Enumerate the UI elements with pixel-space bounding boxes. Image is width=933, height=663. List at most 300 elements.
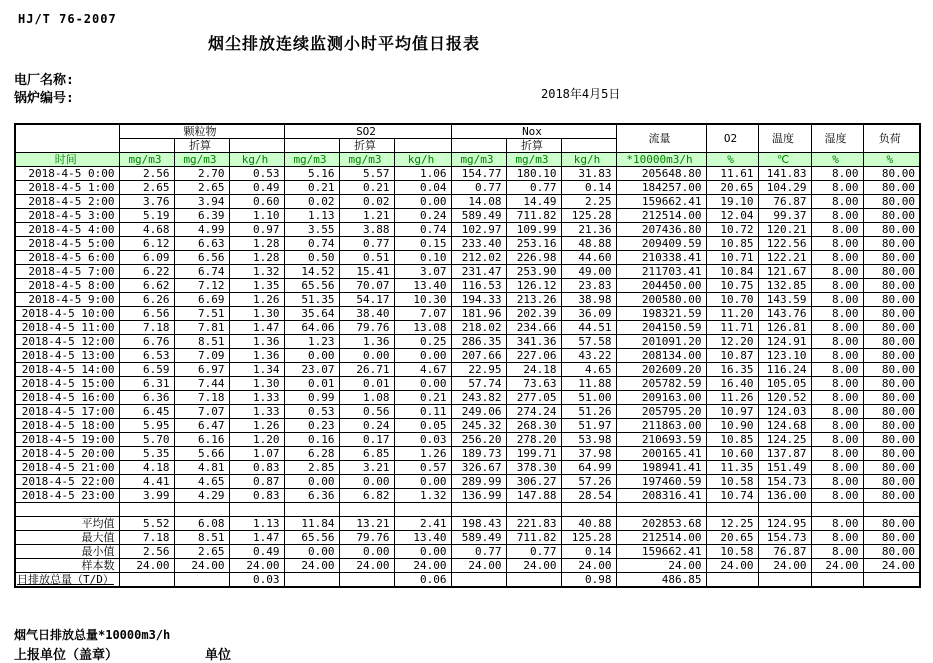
- value-cell: 1.26: [229, 419, 284, 433]
- value-cell: 22.95: [451, 363, 506, 377]
- table-row: [15, 377, 920, 391]
- value-cell: 109.99: [506, 223, 561, 237]
- value-cell: 51.97: [561, 419, 616, 433]
- value-cell: 2.25: [561, 195, 616, 209]
- value-cell: 2.56: [119, 167, 174, 181]
- value-cell: 0.50: [284, 251, 339, 265]
- summary-value: 0.00: [339, 545, 394, 559]
- time-cell: 2018-4-5 1:00: [15, 181, 119, 195]
- value-cell: 10.74: [706, 489, 758, 503]
- value-cell: 0.02: [339, 195, 394, 209]
- value-cell: 57.74: [451, 377, 506, 391]
- value-cell: 124.91: [758, 335, 811, 349]
- summary-value: 20.65: [706, 531, 758, 545]
- table-row: [15, 489, 920, 503]
- value-cell: 141.83: [758, 167, 811, 181]
- value-cell: 0.60: [229, 195, 284, 209]
- value-cell: 136.00: [758, 489, 811, 503]
- value-cell: 6.63: [174, 237, 229, 251]
- summary-value: [706, 573, 758, 588]
- value-cell: 10.30: [394, 293, 451, 307]
- value-cell: 226.98: [506, 251, 561, 265]
- value-cell: 1.28: [229, 251, 284, 265]
- summary-value: 8.00: [811, 517, 863, 531]
- value-cell: 11.20: [706, 307, 758, 321]
- summary-label: 最小值: [15, 545, 119, 559]
- time-cell: 2018-4-5 6:00: [15, 251, 119, 265]
- spacer-cell: [229, 503, 284, 517]
- summary-value: 80.00: [863, 517, 920, 531]
- spacer-cell: [394, 503, 451, 517]
- summary-value: 1.47: [229, 531, 284, 545]
- table-row: [15, 251, 920, 265]
- time-cell: 2018-4-5 18:00: [15, 419, 119, 433]
- value-cell: 8.00: [811, 447, 863, 461]
- unit-cell: mg/m3: [284, 153, 339, 167]
- value-cell: 4.29: [174, 489, 229, 503]
- value-cell: 589.49: [451, 209, 506, 223]
- value-cell: 14.08: [451, 195, 506, 209]
- value-cell: 51.00: [561, 391, 616, 405]
- value-cell: 205648.80: [616, 167, 706, 181]
- value-cell: 21.36: [561, 223, 616, 237]
- summary-value: 221.83: [506, 517, 561, 531]
- value-cell: 1.32: [229, 265, 284, 279]
- time-cell: 2018-4-5 10:00: [15, 307, 119, 321]
- value-cell: 49.00: [561, 265, 616, 279]
- value-cell: 136.99: [451, 489, 506, 503]
- value-cell: 204150.59: [616, 321, 706, 335]
- summary-value: [451, 573, 506, 588]
- summary-value: 24.00: [394, 559, 451, 573]
- value-cell: 253.16: [506, 237, 561, 251]
- value-cell: 10.60: [706, 447, 758, 461]
- value-cell: 0.24: [339, 419, 394, 433]
- value-cell: 3.94: [174, 195, 229, 209]
- blank-cell: [229, 139, 284, 153]
- value-cell: 6.12: [119, 237, 174, 251]
- summary-row: [15, 531, 920, 545]
- unit-cell: %: [863, 153, 920, 167]
- value-cell: 80.00: [863, 195, 920, 209]
- summary-value: 125.28: [561, 531, 616, 545]
- value-cell: 181.96: [451, 307, 506, 321]
- blank-cell: [284, 139, 339, 153]
- value-cell: 6.59: [119, 363, 174, 377]
- value-cell: 13.40: [394, 279, 451, 293]
- value-cell: 256.20: [451, 433, 506, 447]
- value-cell: 44.51: [561, 321, 616, 335]
- value-cell: 0.21: [284, 181, 339, 195]
- value-cell: 28.54: [561, 489, 616, 503]
- table-row: [15, 181, 920, 195]
- summary-value: 24.00: [174, 559, 229, 573]
- value-cell: 0.04: [394, 181, 451, 195]
- value-cell: 76.87: [758, 195, 811, 209]
- value-cell: 14.49: [506, 195, 561, 209]
- blank-cell: [119, 139, 174, 153]
- value-cell: 64.06: [284, 321, 339, 335]
- value-cell: 104.29: [758, 181, 811, 195]
- value-cell: 80.00: [863, 363, 920, 377]
- summary-label: 日排放总量（T/D）: [15, 573, 119, 588]
- value-cell: 6.56: [174, 251, 229, 265]
- spacer-cell: [339, 503, 394, 517]
- summary-value: 124.95: [758, 517, 811, 531]
- summary-value: [863, 573, 920, 588]
- value-cell: 6.39: [174, 209, 229, 223]
- value-cell: 19.10: [706, 195, 758, 209]
- value-cell: 8.51: [174, 335, 229, 349]
- table-row: [15, 293, 920, 307]
- summary-value: 24.00: [451, 559, 506, 573]
- time-cell: 2018-4-5 12:00: [15, 335, 119, 349]
- summary-value: 2.65: [174, 545, 229, 559]
- summary-value: 76.87: [758, 545, 811, 559]
- value-cell: 208316.41: [616, 489, 706, 503]
- value-cell: 6.85: [339, 447, 394, 461]
- value-cell: 194.33: [451, 293, 506, 307]
- value-cell: 8.00: [811, 377, 863, 391]
- value-cell: 11.26: [706, 391, 758, 405]
- value-cell: 16.40: [706, 377, 758, 391]
- value-cell: 212514.00: [616, 209, 706, 223]
- plant-name-label: 电厂名称:: [14, 73, 74, 88]
- value-cell: 1.33: [229, 391, 284, 405]
- value-cell: 80.00: [863, 349, 920, 363]
- converted-label-nox: 折算: [506, 139, 561, 153]
- boiler-number-label: 锅炉编号:: [14, 91, 74, 106]
- value-cell: 208134.00: [616, 349, 706, 363]
- value-cell: 0.51: [339, 251, 394, 265]
- summary-value: 2.56: [119, 545, 174, 559]
- value-cell: 0.97: [229, 223, 284, 237]
- value-cell: 11.61: [706, 167, 758, 181]
- spacer-cell: [758, 503, 811, 517]
- group-header-row: [15, 124, 920, 139]
- value-cell: 8.00: [811, 461, 863, 475]
- table-row: [15, 167, 920, 181]
- value-cell: 2.65: [174, 181, 229, 195]
- unit-cell: mg/m3: [119, 153, 174, 167]
- value-cell: 211703.41: [616, 265, 706, 279]
- value-cell: 326.67: [451, 461, 506, 475]
- summary-value: 154.73: [758, 531, 811, 545]
- value-cell: 1.13: [284, 209, 339, 223]
- value-cell: 80.00: [863, 433, 920, 447]
- value-cell: 0.57: [394, 461, 451, 475]
- value-cell: 80.00: [863, 405, 920, 419]
- value-cell: 10.75: [706, 279, 758, 293]
- value-cell: 205795.20: [616, 405, 706, 419]
- value-cell: 154.77: [451, 167, 506, 181]
- blank-cell: [561, 139, 616, 153]
- summary-value: 8.51: [174, 531, 229, 545]
- value-cell: 10.70: [706, 293, 758, 307]
- spacer-cell: [119, 503, 174, 517]
- summary-label: 最大值: [15, 531, 119, 545]
- time-cell: 2018-4-5 14:00: [15, 363, 119, 377]
- value-cell: 1.36: [229, 335, 284, 349]
- value-cell: 38.98: [561, 293, 616, 307]
- summary-value: 0.03: [229, 573, 284, 588]
- summary-value: [811, 573, 863, 588]
- value-cell: 0.87: [229, 475, 284, 489]
- value-cell: 231.47: [451, 265, 506, 279]
- value-cell: 6.47: [174, 419, 229, 433]
- value-cell: 0.53: [284, 405, 339, 419]
- value-cell: 143.76: [758, 307, 811, 321]
- table-row: [15, 335, 920, 349]
- value-cell: 44.60: [561, 251, 616, 265]
- value-cell: 207436.80: [616, 223, 706, 237]
- value-cell: 132.85: [758, 279, 811, 293]
- value-cell: 227.06: [506, 349, 561, 363]
- value-cell: 5.95: [119, 419, 174, 433]
- summary-value: 8.00: [811, 531, 863, 545]
- value-cell: 0.49: [229, 181, 284, 195]
- value-cell: 137.87: [758, 447, 811, 461]
- value-cell: 245.32: [451, 419, 506, 433]
- value-cell: 8.00: [811, 335, 863, 349]
- unit-cell: mg/m3: [451, 153, 506, 167]
- value-cell: 1.36: [339, 335, 394, 349]
- summary-value: 12.25: [706, 517, 758, 531]
- value-cell: 1.30: [229, 307, 284, 321]
- value-cell: 123.10: [758, 349, 811, 363]
- value-cell: 0.53: [229, 167, 284, 181]
- value-cell: 8.00: [811, 181, 863, 195]
- col-o2: O2: [706, 124, 758, 153]
- value-cell: 6.22: [119, 265, 174, 279]
- value-cell: 11.88: [561, 377, 616, 391]
- value-cell: 23.07: [284, 363, 339, 377]
- summary-value: [119, 573, 174, 588]
- value-cell: 6.76: [119, 335, 174, 349]
- summary-value: 11.84: [284, 517, 339, 531]
- time-header: 时间: [15, 153, 119, 167]
- value-cell: 0.00: [284, 349, 339, 363]
- time-cell: 2018-4-5 3:00: [15, 209, 119, 223]
- value-cell: 37.98: [561, 447, 616, 461]
- value-cell: 2.65: [119, 181, 174, 195]
- value-cell: 274.24: [506, 405, 561, 419]
- value-cell: 233.40: [451, 237, 506, 251]
- value-cell: 1.08: [339, 391, 394, 405]
- col-temp: 温度: [758, 124, 811, 153]
- summary-value: 24.00: [339, 559, 394, 573]
- value-cell: 7.18: [119, 321, 174, 335]
- spacer-cell: [15, 503, 119, 517]
- value-cell: 0.03: [394, 433, 451, 447]
- value-cell: 8.00: [811, 167, 863, 181]
- value-cell: 210693.59: [616, 433, 706, 447]
- value-cell: 0.10: [394, 251, 451, 265]
- spacer-cell: [451, 503, 506, 517]
- spacer-row: [15, 503, 920, 517]
- value-cell: 202609.20: [616, 363, 706, 377]
- value-cell: 4.65: [561, 363, 616, 377]
- value-cell: 10.72: [706, 223, 758, 237]
- table-row: [15, 279, 920, 293]
- value-cell: 0.01: [284, 377, 339, 391]
- spacer-cell: [174, 503, 229, 517]
- value-cell: 80.00: [863, 251, 920, 265]
- unit-cell: *10000m3/h: [616, 153, 706, 167]
- value-cell: 126.81: [758, 321, 811, 335]
- value-cell: 8.00: [811, 209, 863, 223]
- summary-row: [15, 517, 920, 531]
- value-cell: 253.90: [506, 265, 561, 279]
- summary-row: [15, 573, 920, 588]
- value-cell: 278.20: [506, 433, 561, 447]
- value-cell: 1.32: [394, 489, 451, 503]
- value-cell: 20.65: [706, 181, 758, 195]
- time-cell: 2018-4-5 16:00: [15, 391, 119, 405]
- summary-value: 24.00: [506, 559, 561, 573]
- value-cell: 80.00: [863, 181, 920, 195]
- value-cell: 80.00: [863, 237, 920, 251]
- value-cell: 0.02: [284, 195, 339, 209]
- value-cell: 7.12: [174, 279, 229, 293]
- value-cell: 2.70: [174, 167, 229, 181]
- value-cell: 11.35: [706, 461, 758, 475]
- value-cell: 6.45: [119, 405, 174, 419]
- value-cell: 7.09: [174, 349, 229, 363]
- time-cell: 2018-4-5 22:00: [15, 475, 119, 489]
- value-cell: 0.74: [394, 223, 451, 237]
- value-cell: 10.58: [706, 475, 758, 489]
- value-cell: 0.00: [339, 349, 394, 363]
- value-cell: 4.65: [174, 475, 229, 489]
- value-cell: 8.00: [811, 419, 863, 433]
- value-cell: 3.07: [394, 265, 451, 279]
- time-cell: 2018-4-5 4:00: [15, 223, 119, 237]
- value-cell: 3.21: [339, 461, 394, 475]
- summary-value: 159662.41: [616, 545, 706, 559]
- value-cell: 80.00: [863, 475, 920, 489]
- summary-value: 24.00: [616, 559, 706, 573]
- value-cell: 0.00: [284, 475, 339, 489]
- value-cell: 6.31: [119, 377, 174, 391]
- value-cell: 5.16: [284, 167, 339, 181]
- value-cell: 24.18: [506, 363, 561, 377]
- value-cell: 6.62: [119, 279, 174, 293]
- spacer-cell: [284, 503, 339, 517]
- summary-value: 7.18: [119, 531, 174, 545]
- unit-cell: mg/m3: [174, 153, 229, 167]
- summary-value: 212514.00: [616, 531, 706, 545]
- value-cell: 7.07: [174, 405, 229, 419]
- value-cell: 4.81: [174, 461, 229, 475]
- value-cell: 11.71: [706, 321, 758, 335]
- value-cell: 36.09: [561, 307, 616, 321]
- value-cell: 200165.41: [616, 447, 706, 461]
- value-cell: 125.28: [561, 209, 616, 223]
- value-cell: 3.55: [284, 223, 339, 237]
- unit-cell: %: [706, 153, 758, 167]
- summary-label: 样本数: [15, 559, 119, 573]
- value-cell: 4.41: [119, 475, 174, 489]
- value-cell: 3.76: [119, 195, 174, 209]
- value-cell: 0.83: [229, 489, 284, 503]
- time-cell: 2018-4-5 5:00: [15, 237, 119, 251]
- value-cell: 3.99: [119, 489, 174, 503]
- summary-value: 711.82: [506, 531, 561, 545]
- standard-number: HJ/T 76-2007: [18, 12, 117, 26]
- summary-value: 24.00: [119, 559, 174, 573]
- value-cell: 23.83: [561, 279, 616, 293]
- value-cell: 80.00: [863, 265, 920, 279]
- value-cell: 12.04: [706, 209, 758, 223]
- reporting-unit-label: 上报单位（盖章）: [14, 648, 119, 663]
- summary-value: 24.00: [284, 559, 339, 573]
- value-cell: 4.18: [119, 461, 174, 475]
- time-header-blank: [15, 124, 119, 153]
- value-cell: 102.97: [451, 223, 506, 237]
- value-cell: 6.56: [119, 307, 174, 321]
- value-cell: 0.77: [451, 181, 506, 195]
- value-cell: 7.18: [174, 391, 229, 405]
- value-cell: 14.52: [284, 265, 339, 279]
- group-so2: SO2: [284, 124, 451, 139]
- value-cell: 121.67: [758, 265, 811, 279]
- time-cell: 2018-4-5 19:00: [15, 433, 119, 447]
- value-cell: 126.12: [506, 279, 561, 293]
- summary-value: 0.14: [561, 545, 616, 559]
- value-cell: 1.23: [284, 335, 339, 349]
- value-cell: 80.00: [863, 307, 920, 321]
- unit-cell: kg/h: [394, 153, 451, 167]
- unit-cell: mg/m3: [506, 153, 561, 167]
- value-cell: 80.00: [863, 293, 920, 307]
- value-cell: 8.00: [811, 265, 863, 279]
- value-cell: 341.36: [506, 335, 561, 349]
- unit-cell: mg/m3: [339, 153, 394, 167]
- time-cell: 2018-4-5 21:00: [15, 461, 119, 475]
- value-cell: 249.06: [451, 405, 506, 419]
- value-cell: 80.00: [863, 447, 920, 461]
- value-cell: 0.77: [506, 181, 561, 195]
- value-cell: 65.56: [284, 279, 339, 293]
- value-cell: 0.99: [284, 391, 339, 405]
- value-cell: 31.83: [561, 167, 616, 181]
- value-cell: 5.66: [174, 447, 229, 461]
- table-row: [15, 265, 920, 279]
- value-cell: 8.00: [811, 405, 863, 419]
- summary-value: 202853.68: [616, 517, 706, 531]
- value-cell: 234.66: [506, 321, 561, 335]
- value-cell: 124.25: [758, 433, 811, 447]
- value-cell: 0.17: [339, 433, 394, 447]
- table-row: [15, 461, 920, 475]
- value-cell: 8.00: [811, 237, 863, 251]
- value-cell: 159662.41: [616, 195, 706, 209]
- value-cell: 38.40: [339, 307, 394, 321]
- value-cell: 10.84: [706, 265, 758, 279]
- value-cell: 711.82: [506, 209, 561, 223]
- value-cell: 0.14: [561, 181, 616, 195]
- table-row: [15, 363, 920, 377]
- summary-value: 80.00: [863, 545, 920, 559]
- value-cell: 6.36: [119, 391, 174, 405]
- summary-value: 24.00: [706, 559, 758, 573]
- value-cell: 8.00: [811, 363, 863, 377]
- group-particulate: 颗粒物: [119, 124, 284, 139]
- value-cell: 8.00: [811, 391, 863, 405]
- value-cell: 15.41: [339, 265, 394, 279]
- flue-gas-total-note: 烟气日排放总量*10000m3/h: [14, 628, 171, 642]
